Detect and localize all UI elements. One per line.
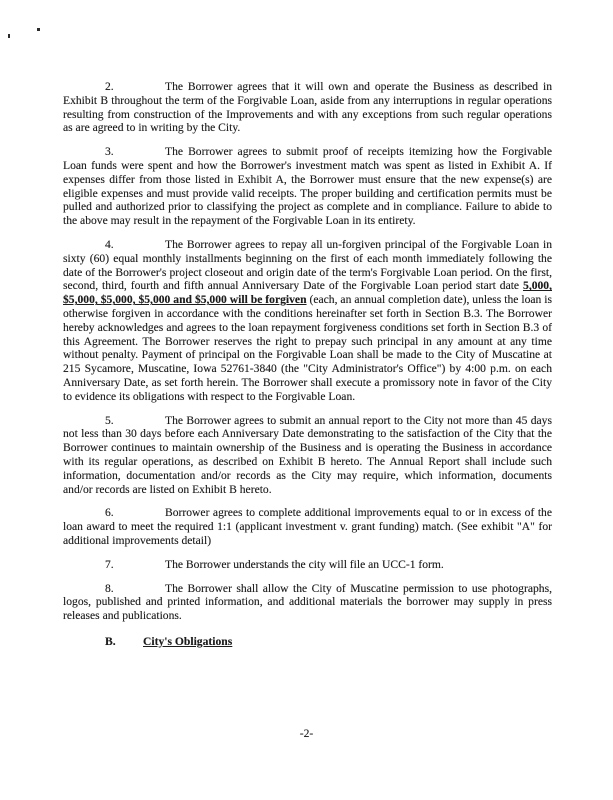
section-heading-b: [63, 635, 552, 649]
paragraph-text: (each, an annual completion date), unless the loan is otherwise forgiven in accordance with the conditions hereinafter set forth in Section B.3. The Borrower hereby acknowledges and agrees to the loan repayment forgiveness conditions set forth in Section B.3 of this Agreement. The Borrower reserves the right to prepay such principal in any amount at any time without penalty. Payment of principal on the Forgivable Loan shall be made to the City of Muscatine at 215 Sycamore, Muscatine, Iowa 52761-3840 (the "City Administrator's Office") by 4:00 p.m. on each Anniversary Date, as set forth herein. The Borrower shall execute a promissory note in favor of the City to evidence its obligations with respect to the Forgivable Loan.: [63, 293, 553, 403]
paragraph-number: 5.: [105, 413, 114, 427]
document-body: [63, 80, 552, 649]
scan-speck: [8, 34, 10, 38]
paragraph-number: 7.: [105, 557, 114, 571]
paragraph-2: [63, 80, 552, 135]
paragraph-text: The Borrower agrees that it will own and operate the Business as described in Exhibit B throughout the term of the Forgivable Loan, aside from any interruptions in regular operations resulting from construction of the Improvements and with any exceptions from such regular operations as are agreed to in writing by the City.: [63, 80, 552, 135]
paragraph-number: 2.: [105, 80, 114, 93]
paragraph-5: [63, 414, 552, 497]
page-number: -2-: [299, 727, 314, 740]
paragraph-number: 6.: [105, 506, 114, 520]
paragraph-text: The Borrower agrees to submit proof of receipts itemizing how the Forgivable Loan funds were spent and how the Borrower's investment match was spent as listed in Exhibit A. If expenses differ from those listed in Exhibit A, the Borrower must ensure that the new expense(s) are eligible expenses and must provide valid receipts. The proper building and certification permits must be pulled and authorized prior to classifying the project as complete and in compliance. Failure to abide to the above may result in the repayment of the Forgivable Loan in its entirety.: [63, 145, 552, 228]
paragraph-text: The Borrower shall allow the City of Muscatine permission to use photographs, logos, published and printed information, and additional materials the borrower may supply in press releases and publications.: [63, 581, 552, 623]
paragraph-text: Borrower agrees to complete additional improvements equal to or in excess of the loan award to meet the required 1:1 (applicant investment v. grant funding) match. (See exhibit "A" for additional improvements detail): [63, 506, 552, 547]
paragraph-8: [63, 582, 552, 623]
paragraph-6: [63, 506, 552, 547]
section-letter: B.: [105, 634, 116, 648]
paragraph-number: 4.: [105, 237, 114, 251]
paragraph-number: 8.: [105, 581, 114, 595]
paragraph-text: The Borrower agrees to repay all un-forgiven principal of the Forgivable Loan in sixty (60) equal monthly installments beginning on the first of each month immediately following the date of the Borrower's project closeout and origin date of the term's Forgivable Loan period. On the first, second, third, fourth and fifth annual Anniversary Date of the Forgivable Loan period start date: [63, 237, 552, 293]
paragraph-number: 3.: [105, 145, 114, 159]
paragraph-text: The Borrower understands the city will file an UCC-1 form.: [165, 557, 444, 571]
scan-speck: [37, 28, 40, 31]
paragraph-3: [63, 145, 552, 228]
section-title: City's Obligations: [143, 634, 233, 648]
forgiveness-amounts-emphasis: 5,000, $5,000, $5,000, $5,000 and $5,000 will be forgiven: [63, 279, 552, 307]
paragraph-text: The Borrower agrees to submit an annual report to the City not more than 45 days not less than 30 days before each Anniversary Date demonstrating to the satisfaction of the City that the Borrower continues to maintain ownership of the Business and is operating the Business in accordance with its regular operations, as described on Exhibit B hereto. The Annual Report shall include such information, documentation and/or records as the City may require, which information, documents and/or records are listed on Exhibit B hereto.: [63, 413, 552, 496]
paragraph-4: [63, 238, 552, 404]
paragraph-7: [63, 558, 552, 572]
